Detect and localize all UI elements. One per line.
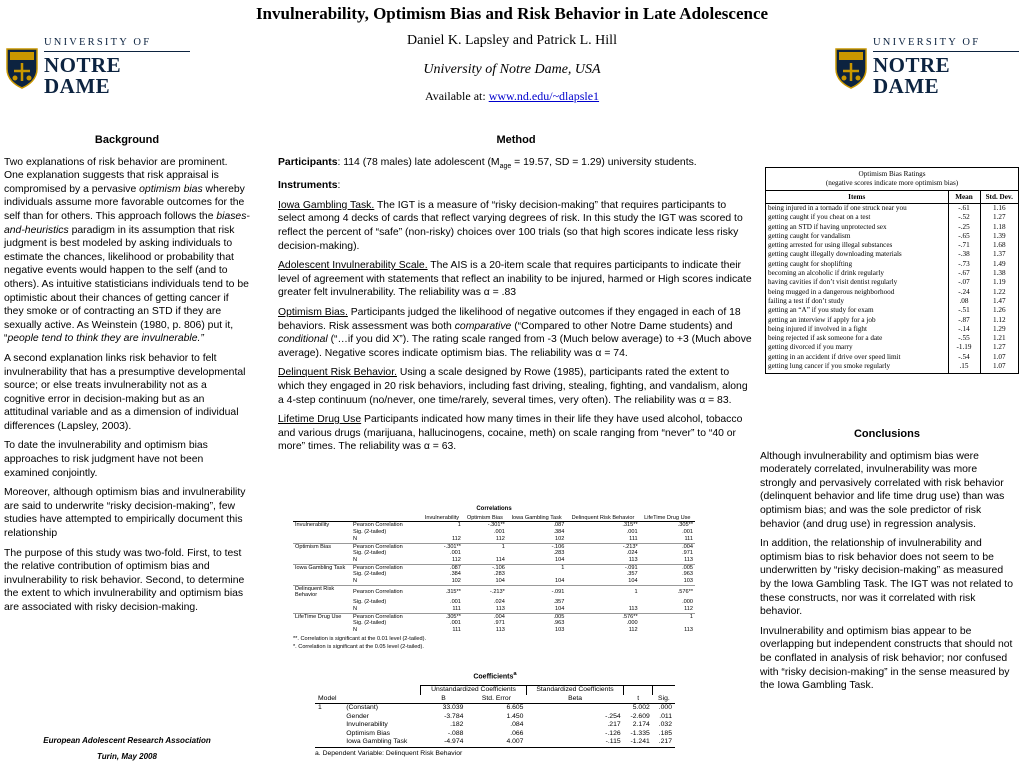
logo-line1: UNIVERSITY OF (873, 38, 1019, 52)
website-link[interactable]: www.nd.edu/~dlapsle1 (488, 89, 600, 103)
item-label: having cavities if don’t visit dentist regularly (768, 278, 898, 287)
optimism-row (766, 353, 1018, 362)
table-row (293, 578, 695, 585)
coef-cell: 6.605 (506, 704, 524, 712)
item-sd: 1.49 (980, 260, 1018, 269)
corr-cell: .001 (450, 599, 461, 606)
optimism-row (766, 316, 1018, 325)
coef-sub-header: Beta (526, 695, 623, 704)
item-sd: 1.12 (980, 316, 1018, 325)
corr-cell: -.106 (463, 564, 507, 571)
corr-cell: -.301** (421, 543, 463, 550)
optimism-row (766, 334, 1018, 343)
corr-cell: .384 (553, 529, 565, 536)
item-mean: -1.19 (948, 343, 980, 352)
model-number: 1 (318, 704, 322, 712)
coef-sub-header: Std. Error (466, 695, 526, 704)
item-sd: 1.68 (980, 241, 1018, 250)
opt-header-mean: Mean (948, 191, 980, 204)
method-section (278, 134, 754, 460)
corr-cell: .001 (682, 529, 693, 536)
optimism-row (766, 278, 1018, 287)
optimism-paragraph: Optimism Bias. Participants judged the likelihood of negative outcomes if they engaged in each of 18 behaviors. Risk assessment was both comparative (“Compared to other Notre Dame students) and conditional (“…if you did X”). The rating scale ranged from -3 (Much below average) to +3 (Much above average). Negative scores indicate optimism bias. The reliability was α = 74. (278, 307, 752, 359)
corr-cell: 112 (684, 605, 693, 612)
coef-cell: -1.335 (630, 729, 650, 737)
table-row (293, 627, 695, 634)
ais-paragraph: Adolescent Invulnerability Scale. The AIS is a 20-item scale that requires participants to indicate their level of agreement with statements that reflect an inability to be injured, harmed or High scores indicate greater felt invulnerability. The reliability was α = .83 (278, 260, 752, 299)
table-row (315, 713, 675, 722)
corr-cell: .001 (626, 529, 638, 536)
corr-cell: -.091 (507, 585, 567, 599)
coef-sub-header: B (421, 695, 467, 704)
coef-cell: .182 (450, 721, 464, 729)
table-row (293, 613, 695, 620)
table-row (315, 721, 675, 730)
corr-stat-label: Sig. (2-tailed) (353, 550, 387, 557)
item-sd: 1.39 (980, 232, 1018, 241)
ltdu-paragraph: Lifetime Drug Use Participants indicated how many times in their life they have used alcohol, tobacco and various drugs (marijuana, hallucinogens, cocaine, meth) on scale ranging from “never” to “40 or more” times. The reliability was α = 63. (278, 414, 743, 453)
item-sd: 1.29 (980, 325, 1018, 334)
coef-cell: .066 (510, 729, 524, 737)
coef-cell: -.126 (605, 729, 621, 737)
item-sd: 1.27 (980, 343, 1018, 352)
item-mean: -.14 (948, 325, 980, 334)
item-mean: -.55 (948, 334, 980, 343)
corr-cell: 112 (628, 626, 638, 633)
item-mean: -.61 (948, 204, 980, 214)
corr-cell: 104 (555, 556, 565, 563)
predictor-label: Optimism Bias (346, 729, 391, 737)
coefficients-table (315, 670, 675, 759)
corr-cell (640, 620, 695, 627)
corr-cell: 1 (463, 543, 507, 550)
corr-cell: 1 (507, 564, 567, 571)
item-mean: .15 (948, 362, 980, 373)
corr-cell: 104 (555, 605, 565, 612)
corr-row-variable: Delinquent Risk Behavior (293, 585, 351, 599)
corr-cell: .576** (640, 585, 695, 599)
item-sd: 1.07 (980, 362, 1018, 373)
corr-cell: -.301** (463, 522, 507, 529)
footer-association: European Adolescent Research Association (43, 736, 211, 745)
item-mean: -.07 (948, 278, 980, 287)
model-header: Model (315, 695, 343, 704)
model-number (315, 730, 343, 739)
item-label: getting in an accident if drive over speed limit (768, 352, 901, 361)
corr-cell: 113 (684, 556, 693, 563)
coef-cell: -3.784 (444, 712, 464, 720)
corr-cell: -.213* (566, 543, 639, 550)
corr-cell: .357 (553, 599, 565, 606)
corr-row-variable: Optimism Bias (293, 543, 351, 550)
coef-note: a. Dependent Variable: Delinquent Risk Behavior (315, 750, 463, 758)
optimism-row (766, 343, 1018, 352)
correlations-title: Correlations (476, 506, 512, 512)
corr-row-spacer (293, 578, 351, 585)
optimism-row (766, 288, 1018, 297)
table-row (293, 585, 695, 599)
item-sd: 1.47 (980, 297, 1018, 306)
corr-cell: .087 (421, 564, 463, 571)
corr-cell: .576** (566, 613, 639, 620)
opt-header-sd: Std. Dev. (980, 191, 1018, 204)
corr-cell (566, 599, 639, 606)
coef-sub-header: t (624, 695, 653, 704)
table-row (315, 730, 675, 739)
corr-cell (463, 550, 507, 557)
item-label: getting divorced if you marry (768, 343, 853, 352)
corr-cell: .005 (507, 613, 567, 620)
optimism-row (766, 260, 1018, 269)
predictor-label: (Constant) (346, 704, 378, 712)
item-mean: -.67 (948, 269, 980, 278)
item-mean: -.54 (948, 353, 980, 362)
corr-stat-label: N (353, 535, 358, 542)
corr-cell: 112 (451, 535, 461, 542)
corr-cell: 112 (495, 535, 505, 542)
participants-paragraph: Participants: 114 (78 males) late adolescent ($M_{age} = 19.57$, SD = 1.29) university students. (278, 156, 697, 170)
item-mean: -.71 (948, 241, 980, 250)
optimism-row (766, 362, 1018, 373)
corr-stat-label: Sig. (2-tailed) (353, 620, 387, 627)
item-label: being injured if involved in a fight (768, 324, 868, 333)
item-sd: 1.18 (980, 223, 1018, 232)
corr-cell: 104 (628, 578, 638, 585)
model-number (315, 721, 343, 730)
drb-paragraph: Delinquent Risk Behavior. Using a scale designed by Rowe (1985), participants rated the extent to which they engaged in 20 risk behaviors, including fast driving, stealing, fighting, and vandalism, along a 4-step continuum (no/never, one time/rarely, several times, very often). The reliability was α = 83. (278, 367, 748, 406)
corr-cell: .305** (640, 522, 695, 529)
coef-sub-header: Sig. (653, 695, 675, 704)
corr-row-spacer (293, 620, 351, 627)
model-number (315, 713, 343, 722)
coef-cell (526, 704, 623, 713)
optimism-row (766, 213, 1018, 222)
item-sd: 1.21 (980, 334, 1018, 343)
coef-cell: 5.002 (632, 704, 650, 712)
coef-cell: -.115 (526, 738, 623, 747)
corr-cell: .000 (682, 599, 693, 606)
optimism-table-caption: Optimism Bias Ratings (negative scores indicate more optimism bias) (766, 168, 1018, 191)
background-heading: Background (94, 134, 160, 146)
coef-cell: -.088 (447, 729, 464, 737)
item-sd: 1.19 (980, 278, 1018, 287)
table-row (315, 738, 675, 747)
corr-cell: -.106 (507, 543, 567, 550)
corr-cell: .305** (421, 613, 463, 620)
corr-cell: .315** (421, 585, 463, 599)
predictor-label: Gender (346, 712, 369, 720)
corr-cell: 111 (684, 535, 693, 542)
conclusions-paragraph-1: Although invulnerability and optimism bias were moderately correlated, invulnerability was more strongly and pervasively correlated with risk behavior (delinquent behavior and life time drug use) than was optimism bias; and was the sole predictor of risk behavior (and drug use) in regression analysis. (760, 450, 1005, 530)
item-mean: -.52 (948, 213, 980, 222)
item-label: being rejected if ask someone for a date (768, 334, 883, 343)
corr-cell: 102 (451, 578, 461, 585)
available-label: Available at: (424, 89, 486, 103)
corr-cell: -.091 (566, 564, 639, 571)
coef-cell: .011 (659, 712, 672, 720)
background-paragraph-2: A second explanation links risk behavior to felt invulnerability that has a presumptive developmental source; or else treats invulnerability not as a cognitive error in decision-making but as an attitudinal variable and as a dimension of individual differences (Lapsley, 2003). (4, 352, 246, 432)
corr-row-variable: Iowa Gambling Task (293, 564, 351, 571)
item-label: being injured in a tornado if one struck near you (768, 204, 907, 212)
predictor-label: Invulnerability (346, 721, 388, 729)
corr-cell: 113 (495, 626, 505, 633)
background-paragraph-4: Moreover, although optimism bias and invulnerability are said to underwrite “risky decision-making”, few studies have attempted to empirically document this relationship (4, 487, 246, 540)
item-label: becoming an alcoholic if drink regularly (768, 269, 884, 278)
optimism-row (766, 204, 1018, 214)
item-label: getting caught if you cheat on a test (768, 213, 871, 222)
corr-col-header: Invulnerability (421, 515, 463, 522)
predictor-label: Iowa Gambling Task (343, 738, 420, 747)
corr-cell: 113 (628, 605, 638, 612)
item-mean: .08 (948, 297, 980, 306)
corr-cell: 1 (566, 585, 639, 599)
corr-col-header: Optimism Bias (463, 515, 507, 522)
coefficients-title: Coefficients$^a$ (473, 671, 517, 681)
affiliation: University of Notre Dame, USA (423, 62, 601, 77)
corr-cell: .087 (507, 522, 567, 529)
corr-col-header: Iowa Gambling Task (507, 515, 567, 522)
corr-cell: .357 (626, 571, 638, 578)
model-number (315, 738, 343, 747)
table-row (293, 599, 695, 606)
optimism-row (766, 269, 1018, 278)
standardized-header: Standardized Coefficients (526, 685, 623, 694)
corr-cell: .963 (553, 620, 565, 627)
corr-row-spacer (293, 536, 351, 543)
corr-cell: 111 (452, 626, 461, 633)
corr-row-spacer (293, 550, 351, 557)
corr-stat-label: Pearson Correlation (351, 543, 421, 550)
shield-icon (834, 47, 868, 89)
item-label: being mugged in a dangerous neighborhood (768, 287, 895, 296)
item-sd: 1.22 (980, 288, 1018, 297)
corr-cell: .001 (450, 550, 461, 557)
opt-header-items: Items (766, 191, 948, 204)
corr-cell: .283 (493, 571, 505, 578)
logo-line2: NOTRE DAME (873, 52, 951, 98)
corr-row-variable: Invulnerability (293, 522, 351, 529)
corr-cell: 104 (555, 578, 565, 585)
corr-cell: .005 (640, 564, 695, 571)
optimism-row (766, 241, 1018, 250)
corr-row-variable: LifeTime Drug Use (293, 613, 351, 620)
corr-stat-label: Sig. (2-tailed) (353, 529, 387, 536)
item-label: getting arrested for using illegal substances (768, 241, 893, 250)
corr-row-spacer (293, 529, 351, 536)
coef-cell: .185 (658, 729, 672, 737)
corr-cell: .000 (626, 620, 638, 627)
coef-cell: -.254 (605, 712, 621, 720)
corr-cell: 103 (683, 578, 693, 585)
corr-cell: .001 (493, 529, 505, 536)
conclusions-paragraph-3: Invulnerability and optimism bias appear to be overlapping but independent constructs that should not be conflated in analysis of risk behavior; nor confused with “risky decision-making” in the sense measured by the Iowa Gambling Task. (760, 625, 1013, 692)
coef-cell: -2.609 (630, 712, 650, 720)
corr-cell: .971 (493, 620, 505, 627)
corr-cell: 113 (628, 556, 638, 563)
optimism-row (766, 232, 1018, 241)
logo-line1: UNIVERSITY OF (44, 38, 190, 52)
item-label: getting lung cancer if you smoke regularly (768, 362, 891, 371)
background-paragraph-5: The purpose of this study was two-fold. First, to test the relative contribution of optimism bias and invulnerability to risk behavior. Second, to determine the extent to which invulnerability and optimism bias are associated with risky decision-making. (4, 547, 245, 613)
corr-cell (421, 529, 463, 536)
optimism-bias-table (765, 167, 1019, 374)
optimism-row (766, 297, 1018, 306)
corr-cell: .024 (493, 599, 505, 606)
item-mean: -.65 (948, 232, 980, 241)
optimism-row (766, 325, 1018, 334)
item-label: getting caught for vandalism (768, 231, 851, 240)
item-mean: -.51 (948, 306, 980, 315)
poster-title: Invulnerability, Optimism Bias and Risk Behavior in Late Adolescence (255, 4, 769, 23)
corr-cell: .384 (450, 571, 461, 578)
corr-row-spacer (293, 599, 351, 606)
corr-cell: 1 (421, 522, 463, 529)
table-row (293, 571, 695, 578)
item-sd: 1.27 (980, 213, 1018, 222)
corr-cell: 113 (495, 605, 505, 612)
corr-note-2: *. Correlation is significant at the 0.05 level (2-tailed). (293, 644, 424, 651)
background-paragraph-3: To date the invulnerability and optimism bias approaches to risk judgment have not been examined conjointly. (4, 440, 208, 479)
item-sd: 1.37 (980, 250, 1018, 259)
corr-cell: 113 (684, 626, 693, 633)
corr-cell: 111 (629, 535, 638, 542)
coef-cell: .217 (607, 721, 621, 729)
corr-row-spacer (293, 606, 351, 613)
coef-cell: -4.974 (421, 738, 467, 747)
conclusions-section (760, 428, 1014, 699)
corr-cell: .283 (553, 550, 565, 557)
item-mean: -.24 (948, 288, 980, 297)
notre-dame-logo-left (5, 37, 190, 98)
coef-cell: .217 (653, 738, 675, 747)
corr-cell: -.213* (463, 585, 507, 599)
table-row (293, 543, 695, 550)
corr-cell: .004 (463, 613, 507, 620)
notre-dame-logo-right (834, 37, 1019, 98)
corr-cell: .971 (682, 550, 693, 557)
item-mean: -.25 (948, 223, 980, 232)
coef-cell: 2.174 (632, 721, 650, 729)
background-section (4, 134, 250, 621)
corr-row-spacer (293, 557, 351, 564)
item-label: getting an “A” if you study for exam (768, 306, 874, 315)
item-mean: -.87 (948, 316, 980, 325)
coef-cell: 4.007 (466, 738, 526, 747)
corr-cell: 103 (555, 626, 565, 633)
item-sd: 1.26 (980, 306, 1018, 315)
corr-cell: .024 (626, 550, 638, 557)
conclusions-heading: Conclusions (853, 428, 920, 440)
method-heading: Method (496, 134, 536, 146)
item-label: getting an interview if apply for a job (768, 315, 876, 324)
item-label: getting caught illegally downloading materials (768, 250, 902, 259)
item-mean: -.38 (948, 250, 980, 259)
table-row (293, 529, 695, 536)
corr-stat-label: Pearson Correlation (351, 522, 421, 529)
item-sd: 1.38 (980, 269, 1018, 278)
shield-icon (5, 47, 39, 89)
authors: Daniel K. Lapsley and Patrick L. Hill (407, 33, 617, 48)
corr-stat-label: N (353, 578, 358, 585)
table-row (293, 522, 695, 529)
coef-cell: 1.450 (506, 712, 524, 720)
corr-note-1: **. Correlation is significant at the 0.01 level (2-tailed). (293, 635, 427, 642)
table-row (293, 620, 695, 627)
coef-cell: .032 (658, 721, 672, 729)
table-row (293, 550, 695, 557)
item-sd: 1.07 (980, 353, 1018, 362)
table-row (293, 564, 695, 571)
unstandardized-header: Unstandardized Coefficients (421, 685, 527, 694)
corr-cell: .315** (566, 522, 639, 529)
corr-stat-label: N (353, 556, 358, 563)
item-label: getting caught for shoplifting (768, 259, 853, 268)
item-label: getting an STD if having unprotected sex (768, 222, 887, 231)
corr-stat-label: N (353, 626, 358, 633)
corr-stat-label: Pearson Correlation (351, 564, 421, 571)
coef-cell: .000 (658, 704, 672, 712)
corr-stat-label: Sig. (2-tailed) (353, 571, 387, 578)
corr-col-header: LifeTime Drug Use (640, 515, 695, 522)
corr-row-spacer (293, 571, 351, 578)
table-row (293, 536, 695, 543)
correlations-table (293, 506, 695, 651)
corr-col-header: Delinquent Risk Behavior (566, 515, 639, 522)
igt-paragraph: Iowa Gambling Task. The IGT is a measure of “risky decision-making” that requires participants to select among 4 decks of cards that reflect varying degrees of risk. In this study the IGT was scored to reflect the percent of “safe” (non-risky) choices over 100 trials (so that high scores indicate less risky decision-making). (278, 199, 743, 252)
corr-cell: .001 (450, 620, 461, 627)
coef-cell: 33.039 (442, 704, 464, 712)
optimism-row (766, 250, 1018, 259)
table-row (293, 557, 695, 564)
coef-cell: -1.241 (624, 738, 653, 747)
optimism-row (766, 223, 1018, 232)
corr-cell: .963 (682, 571, 693, 578)
table-row (293, 606, 695, 613)
corr-row-spacer (293, 627, 351, 634)
item-label: failing a test if don’t study (768, 296, 844, 305)
corr-cell: 112 (451, 556, 461, 563)
item-sd: 1.16 (980, 204, 1018, 214)
logo-line2: NOTRE DAME (44, 52, 122, 98)
corr-cell: 102 (555, 535, 565, 542)
conclusions-paragraph-2: In addition, the relationship of invulnerability and optimism bias to risk behavior does not seem to be underwritten by “risky decision-making” as measured by the Iowa Gambling Task. The IGT was not related to these constructs, nor was it correlated with risk behavior. (760, 538, 1013, 618)
optimism-row (766, 306, 1018, 315)
corr-cell: 111 (452, 605, 461, 612)
table-row (315, 704, 675, 713)
corr-stat-label: Pearson Correlation (351, 585, 421, 599)
corr-cell: 104 (495, 578, 505, 585)
background-paragraph-1: Two explanations of risk behavior are prominent. One explanation suggests that risk appraisal is compromised by a pervasive optimism bias whereby individuals assume more favorable outcomes for the self than for others. This approach follows the biases-and-heuristics paradigm in its assumption that risk judgment is best modeled by asking individuals to estimate the chances, likelihood or probability that negative events would happen to the self (and to others). As intuitive statisticians individuals tend to be optimistic about their chances of getting cancer if they smoke or of contracting an STD if they are sexually active. As Weinstein (1980, p. 806) put it, “people tend to think they are invulnerable.” (4, 156, 250, 345)
item-mean: -.73 (948, 260, 980, 269)
corr-cell: 1 (640, 613, 695, 620)
instruments-label: Instruments: (278, 180, 341, 192)
footer-location-date: Turin, May 2008 (97, 752, 157, 761)
corr-cell: .004 (640, 543, 695, 550)
corr-cell: 114 (495, 556, 505, 563)
corr-cell (507, 571, 567, 578)
corr-stat-label: Pearson Correlation (351, 613, 421, 620)
corr-stat-label: N (353, 605, 358, 612)
corr-stat-label: Sig. (2-tailed) (353, 599, 387, 606)
coef-cell: .084 (510, 721, 524, 729)
